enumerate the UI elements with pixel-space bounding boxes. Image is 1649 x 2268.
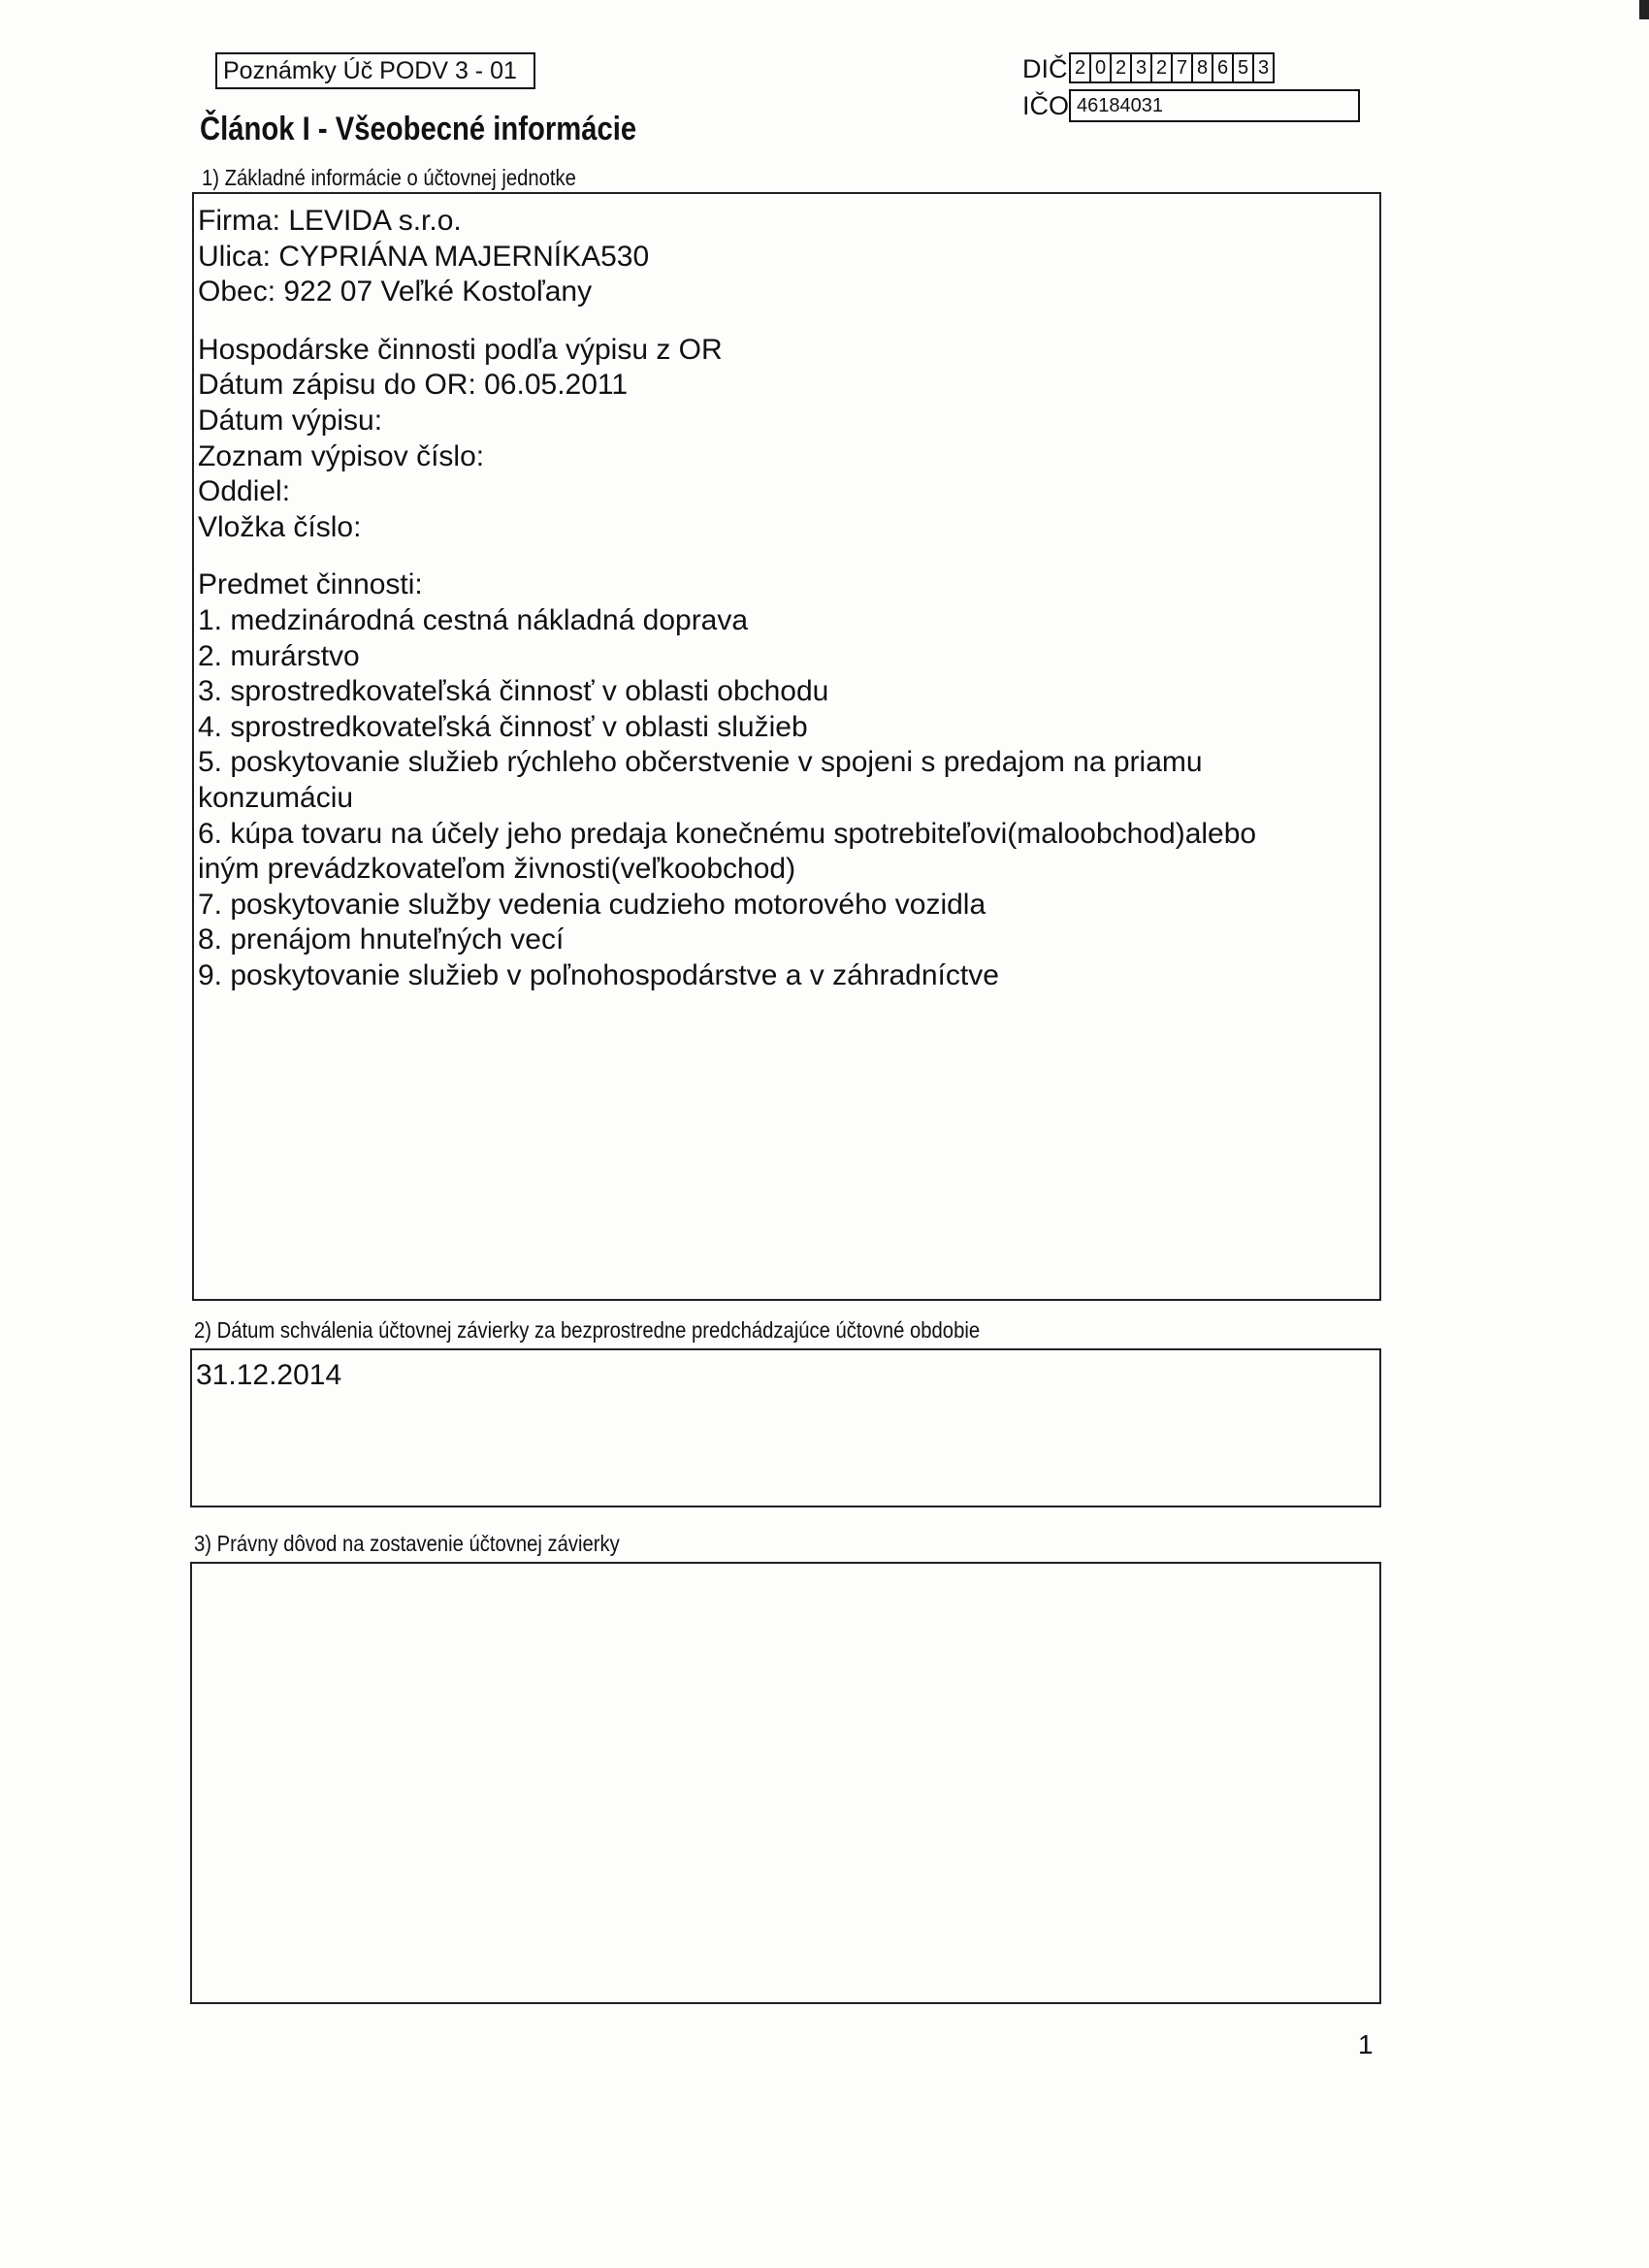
dic-digit: 8 (1191, 52, 1213, 83)
dic-digit: 6 (1212, 52, 1234, 83)
dic-digit: 2 (1150, 52, 1173, 83)
activity-item: 4. sprostredkovateľská činnosť v oblasti služieb (198, 710, 808, 743)
insert-line: Vložka číslo: (198, 510, 362, 543)
dic-digit: 2 (1069, 52, 1091, 83)
section3-box (190, 1562, 1381, 2004)
legal-reason (192, 1564, 1379, 1600)
dic-cells (1071, 52, 1275, 83)
ico-label: IČO (1022, 91, 1070, 120)
ico-value-box: 46184031 (1069, 89, 1360, 122)
activity-item: 3. sprostredkovateľská činnosť v oblasti obchodu (198, 675, 829, 708)
activity-item: 9. poskytovanie služieb v poľnohospodárstve a v záhradníctve (198, 958, 999, 991)
dic-digit: 0 (1089, 52, 1112, 83)
activities-heading: Hospodárske činnosti podľa výpisu z OR (198, 333, 723, 366)
activity-item: 7. poskytovanie služby vedenia cudzieho motorového vozidla (198, 888, 986, 921)
section2-box (190, 1348, 1381, 1507)
activity-item: iným prevádzkovateľom živnosti(veľkoobchod) (198, 853, 796, 886)
section-line: Oddiel: (198, 475, 291, 508)
article-title: Článok I - Všeobecné informácie (200, 111, 637, 147)
subject-heading: Predmet činnosti: (198, 568, 423, 601)
dic-label: DIČ (1022, 54, 1068, 83)
extract-date-line: Dátum výpisu: (198, 404, 383, 437)
activity-item: konzumáciu (198, 781, 354, 814)
activity-item: 8. prenájom hnuteľných vecí (198, 923, 565, 956)
activity-item: 5. poskytovanie služieb rýchleho občerstvenie v spojeni s predajom na priamu (198, 746, 1203, 779)
firm-line: Firma: LEVIDA s.r.o. (198, 205, 462, 237)
activity-item: 1. medzinárodná cestná nákladná doprava (198, 603, 749, 636)
extract-list-line: Zoznam výpisov číslo: (198, 439, 485, 472)
registration-date-line: Dátum zápisu do OR: 06.05.2011 (198, 369, 629, 402)
dic-digit: 3 (1252, 52, 1275, 83)
document-id-box: Poznámky Úč PODV 3 - 01 (215, 52, 535, 89)
scan-edge-mark (1639, 0, 1649, 19)
activity-item: 6. kúpa tovaru na účely jeho predaja konečnému spotrebiteľovi(maloobchod)alebo (198, 817, 1257, 850)
section1-box (192, 192, 1381, 1301)
street-line: Ulica: CYPRIÁNA MAJERNÍKA530 (198, 240, 650, 273)
dic-digit: 7 (1171, 52, 1193, 83)
section2-label: 2) Dátum schválenia účtovnej závierky za bezprostredne predchádzajúce účtovné obdobie (194, 1317, 981, 1343)
dic-digit: 5 (1232, 52, 1254, 83)
section1-label: 1) Základné informácie o účtovnej jednotke (202, 165, 576, 190)
city-line: Obec: 922 07 Veľké Kostoľany (198, 275, 593, 308)
page-number: 1 (1358, 2029, 1374, 2059)
approval-date: 31.12.2014 (196, 1359, 342, 1391)
dic-digit: 3 (1130, 52, 1152, 83)
section3-label: 3) Právny dôvod na zostavenie účtovnej závierky (194, 1531, 620, 1556)
dic-digit: 2 (1110, 52, 1132, 83)
activity-item: 2. murárstvo (198, 639, 360, 672)
